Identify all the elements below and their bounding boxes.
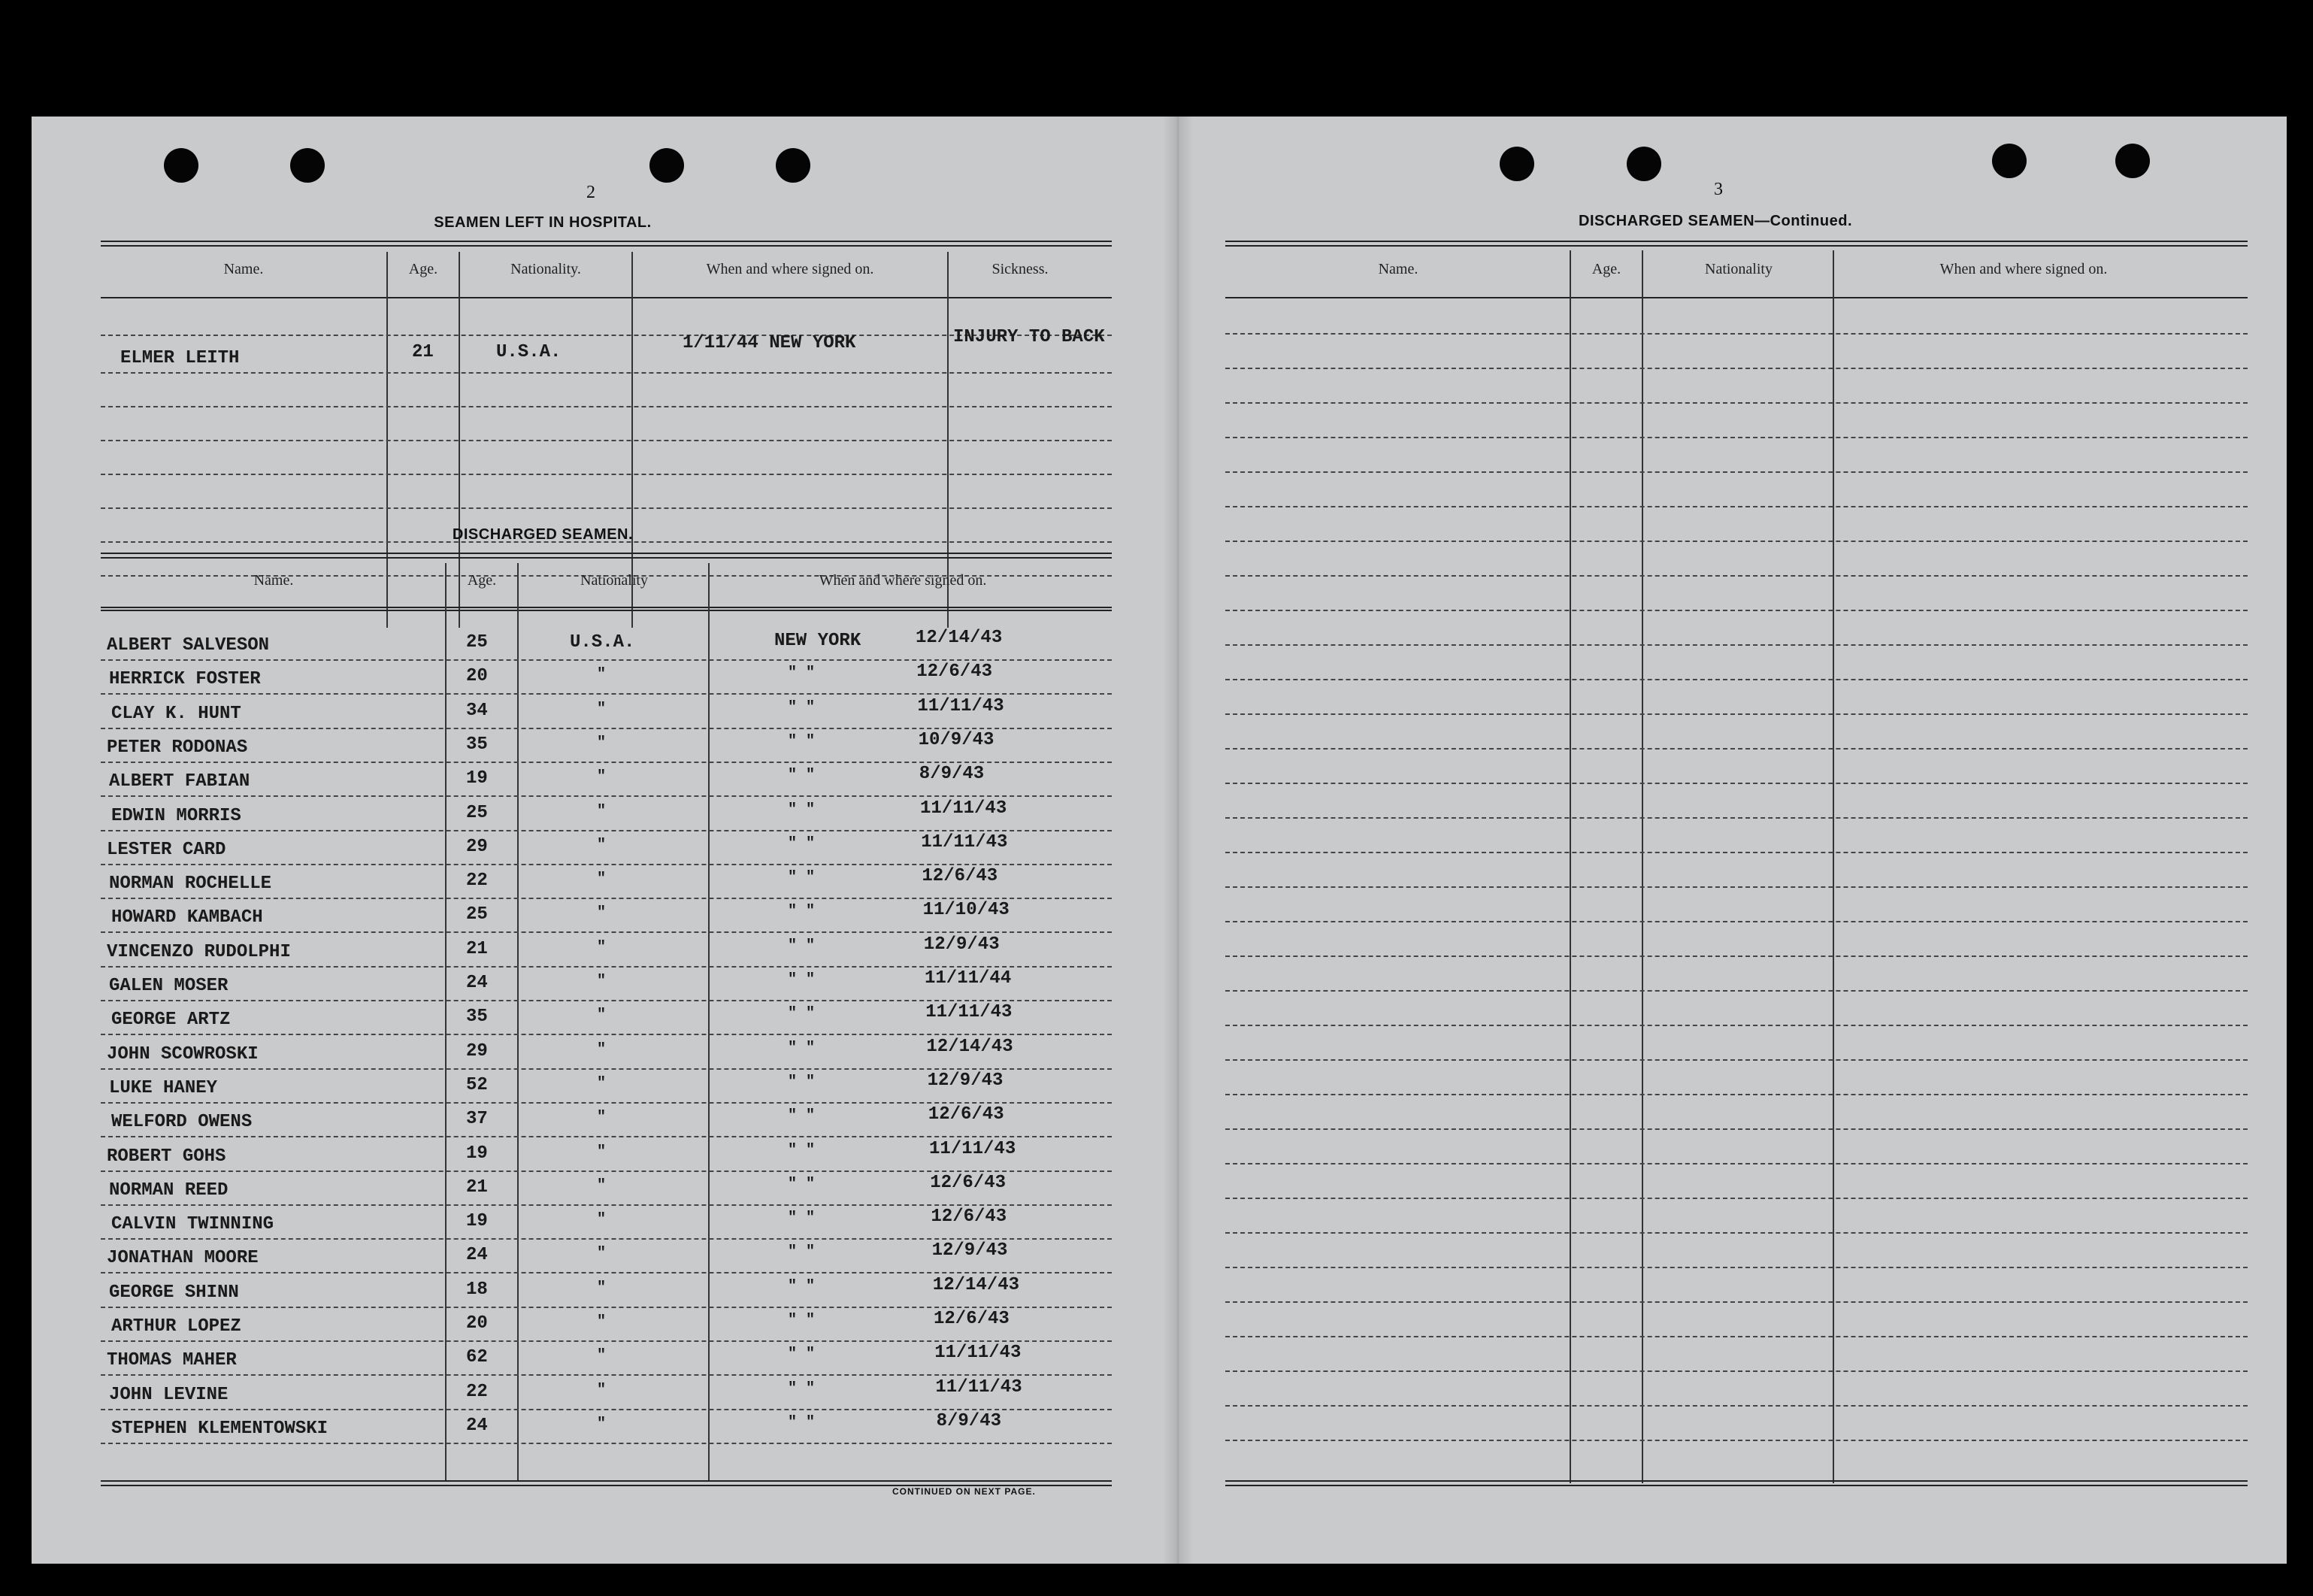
row-line: [101, 931, 1112, 933]
seaman-signed-date: 12/6/43: [922, 866, 998, 887]
row-line: [1225, 783, 2248, 784]
seaman-signed-date: 12/6/43: [916, 662, 993, 683]
row-line: [1225, 1336, 2248, 1337]
seaman-age: 25: [466, 802, 488, 823]
seaman-age: 20: [466, 666, 488, 687]
rule: [101, 1480, 1112, 1482]
seaman-signed-place: " ": [788, 1141, 816, 1159]
seaman-name: THOMAS MAHER: [107, 1350, 237, 1371]
seaman-name: HERRICK FOSTER: [109, 669, 261, 690]
seaman-age: 19: [466, 768, 488, 789]
seaman-signed-date: 8/9/43: [936, 1410, 1002, 1431]
seaman-signed-date: 11/11/43: [917, 695, 1004, 716]
seaman-name: ROBERT GOHS: [107, 1146, 226, 1167]
column-divider: [1570, 250, 1571, 1483]
seaman-nationality: ": [597, 1143, 607, 1161]
seaman-name: GALEN MOSER: [109, 976, 229, 996]
row-line: [101, 1136, 1112, 1137]
seaman-nationality: ": [597, 1177, 607, 1195]
row-line: [101, 966, 1112, 968]
page-number: 3: [1714, 180, 1723, 199]
document-sheet: [32, 117, 2287, 1564]
row-line: [101, 406, 1112, 407]
col-header-nationality: Nationality: [1705, 261, 1773, 277]
col-header-name: Name.: [1378, 261, 1418, 277]
punch-hole: [1627, 147, 1661, 181]
seaman-name: WELFORD OWENS: [111, 1112, 253, 1133]
col-header-age: Age.: [467, 572, 497, 589]
punch-hole: [649, 148, 684, 183]
row-line: [1225, 713, 2248, 715]
seaman-nationality: ": [597, 1245, 607, 1263]
col-header-nationality: Nationality.: [510, 261, 581, 277]
col-header-age: Age.: [1591, 261, 1621, 277]
row-line: [101, 864, 1112, 865]
seaman-nationality: ": [597, 938, 607, 956]
row-line: [1225, 610, 2248, 611]
seaman-signed-place: " ": [788, 1210, 816, 1228]
column-divider: [1642, 250, 1643, 1483]
seaman-signed-place: " ": [788, 1277, 816, 1295]
seaman-name: JOHN SCOWROSKI: [107, 1043, 259, 1065]
hospital-name: ELMER LEITH: [120, 348, 240, 368]
seaman-signed-date: 11/10/43: [922, 900, 1010, 921]
seaman-signed-place: " ": [788, 1413, 816, 1431]
row-line: [1225, 541, 2248, 542]
seaman-signed-date: 11/11/43: [920, 798, 1007, 819]
seaman-age: 21: [466, 1177, 488, 1198]
col-header-sickness: Sickness.: [992, 261, 1049, 277]
row-line: [1225, 1163, 2248, 1164]
seaman-nationality: ": [597, 1381, 607, 1399]
seaman-nationality: ": [597, 768, 607, 786]
seaman-nationality: ": [597, 1313, 607, 1331]
row-line: [101, 474, 1112, 475]
row-line: [1225, 368, 2248, 369]
seaman-name: GEORGE SHINN: [109, 1282, 239, 1303]
rule: [101, 557, 1112, 559]
seaman-age: 18: [466, 1279, 488, 1300]
seaman-nationality: ": [597, 1007, 607, 1025]
seaman-nationality: ": [597, 836, 607, 854]
row-line: [101, 1171, 1112, 1172]
col-header-signed-on: When and where signed on.: [706, 261, 874, 277]
seaman-signed-place: " ": [788, 1107, 816, 1125]
seaman-name: ARTHUR LOPEZ: [111, 1316, 241, 1337]
seaman-nationality: ": [597, 1211, 607, 1229]
row-line: [1225, 1405, 2248, 1407]
seaman-signed-date: 12/14/43: [926, 1036, 1013, 1057]
seaman-nationality: ": [597, 734, 607, 752]
row-line: [1225, 471, 2248, 473]
seaman-nationality: ": [597, 871, 607, 889]
row-line: [1225, 1370, 2248, 1372]
rule: [1225, 1480, 2248, 1482]
seaman-signed-date: 10/9/43: [918, 729, 995, 750]
seaman-nationality: ": [597, 1040, 607, 1058]
seaman-name: ALBERT SALVESON: [107, 635, 270, 656]
rule: [101, 245, 1112, 247]
seaman-signed-date: 11/11/43: [925, 1002, 1013, 1023]
seaman-name: HOWARD KAMBACH: [111, 907, 263, 928]
hospital-nationality: U.S.A.: [496, 342, 562, 362]
seaman-nationality: ": [597, 904, 607, 922]
row-line: [101, 1307, 1112, 1308]
discharged-section-title: DISCHARGED SEAMEN.: [452, 526, 634, 543]
row-line: [1225, 817, 2248, 819]
seaman-name: ALBERT FABIAN: [109, 771, 250, 792]
seaman-name: JOHN LEVINE: [109, 1384, 229, 1405]
seaman-nationality: U.S.A.: [570, 632, 635, 653]
seaman-signed-place: " ": [788, 665, 816, 683]
row-line: [1225, 1025, 2248, 1026]
continued-footer: CONTINUED ON NEXT PAGE.: [892, 1486, 1036, 1497]
hospital-age: 21: [412, 342, 434, 362]
row-line: [1225, 575, 2248, 577]
seaman-name: JONATHAN MOORE: [107, 1248, 259, 1269]
row-line: [101, 762, 1112, 763]
row-line: [1225, 1232, 2248, 1234]
seaman-signed-place: " ": [788, 1005, 816, 1023]
row-line: [101, 898, 1112, 899]
row-line: [101, 795, 1112, 797]
seaman-signed-date: 11/11/43: [935, 1376, 1022, 1398]
seaman-signed-date: 12/9/43: [927, 1070, 1004, 1091]
row-line: [1225, 1094, 2248, 1095]
row-line: [101, 1272, 1112, 1273]
seaman-signed-date: 12/9/43: [923, 934, 1000, 955]
seaman-signed-date: 12/14/43: [916, 628, 1003, 648]
seaman-signed-date: 12/9/43: [931, 1240, 1008, 1261]
row-line: [101, 1068, 1112, 1070]
seaman-age: 29: [466, 1040, 488, 1061]
seaman-age: 20: [466, 1313, 488, 1334]
seaman-name: EDWIN MORRIS: [111, 805, 241, 826]
punch-hole: [1500, 147, 1534, 181]
hospital-section-title: SEAMEN LEFT IN HOSPITAL.: [434, 214, 652, 231]
seaman-signed-place: " ": [788, 1379, 816, 1398]
seaman-nationality: ": [597, 973, 607, 990]
seaman-age: 25: [466, 632, 488, 653]
seaman-age: 21: [466, 938, 488, 959]
seaman-signed-place: " ": [788, 1073, 816, 1091]
discharged-continued-title: DISCHARGED SEAMEN—Continued.: [1579, 213, 1852, 229]
hospital-sickness: INJURY TO BACK: [953, 327, 1105, 347]
seaman-signed-date: 8/9/43: [919, 764, 985, 785]
col-header-name: Name.: [253, 572, 294, 589]
row-line: [1225, 886, 2248, 888]
row-line: [1225, 1059, 2248, 1061]
seaman-nationality: ": [597, 1415, 607, 1433]
seaman-age: 34: [466, 700, 488, 721]
row-line: [101, 1374, 1112, 1376]
rule: [101, 241, 1112, 242]
page-number: 2: [586, 183, 595, 202]
seaman-name: LUKE HANEY: [109, 1077, 218, 1098]
row-line: [1225, 679, 2248, 680]
seaman-signed-place: " ": [788, 1039, 816, 1057]
row-line: [1225, 644, 2248, 646]
seaman-name: STEPHEN KLEMENTOWSKI: [111, 1418, 328, 1439]
seaman-age: 37: [466, 1109, 488, 1130]
punch-hole: [2115, 144, 2150, 178]
row-line: [1225, 1128, 2248, 1130]
rule: [101, 553, 1112, 554]
seaman-signed-place: " ": [788, 834, 816, 853]
seaman-signed-date: 11/11/43: [929, 1138, 1016, 1159]
col-header-signed-on: When and where signed on.: [819, 572, 987, 589]
seaman-signed-place: " ": [788, 801, 816, 819]
row-line: [101, 728, 1112, 729]
rule: [1225, 241, 2248, 242]
seaman-name: CLAY K. HUNT: [111, 703, 241, 724]
seaman-signed-date: 12/14/43: [932, 1274, 1020, 1295]
seaman-signed-place: " ": [788, 767, 816, 785]
seaman-name: GEORGE ARTZ: [111, 1010, 231, 1031]
seaman-nationality: ": [597, 1347, 607, 1365]
row-line: [101, 440, 1112, 441]
seaman-signed-date: 11/11/44: [925, 968, 1012, 989]
seaman-nationality: ": [597, 1074, 607, 1092]
seaman-signed-place: " ": [788, 1175, 816, 1193]
seaman-name: PETER RODONAS: [107, 737, 248, 758]
col-header-nationality: Nationality: [580, 572, 648, 589]
row-line: [101, 693, 1112, 695]
seaman-age: 25: [466, 904, 488, 925]
seaman-signed-place: " ": [788, 698, 816, 716]
seaman-name: VINCENZO RUDOLPHI: [107, 941, 291, 962]
seaman-signed-place: " ": [788, 937, 816, 955]
seaman-age: 22: [466, 1381, 488, 1402]
row-line: [1225, 1301, 2248, 1303]
row-line: [101, 1409, 1112, 1410]
row-line: [1225, 1440, 2248, 1441]
row-line: [101, 1443, 1112, 1444]
seaman-age: 24: [466, 1415, 488, 1436]
seaman-signed-date: 12/6/43: [930, 1172, 1007, 1193]
seaman-name: NORMAN REED: [109, 1180, 229, 1201]
row-line: [1225, 1198, 2248, 1199]
row-line: [101, 507, 1112, 509]
seaman-nationality: ": [597, 802, 607, 820]
seaman-name: LESTER CARD: [107, 839, 226, 860]
seaman-age: 35: [466, 1007, 488, 1028]
seaman-signed-place: " ": [788, 869, 816, 887]
header-rule: [101, 297, 1112, 298]
row-line: [1225, 437, 2248, 438]
punch-hole: [290, 148, 325, 183]
row-line: [101, 1034, 1112, 1035]
seaman-signed-date: 11/11/43: [921, 831, 1008, 853]
seaman-signed-place: NEW YORK: [774, 631, 861, 651]
row-line: [1225, 748, 2248, 750]
seaman-nationality: ": [597, 1109, 607, 1127]
punch-hole: [776, 148, 810, 183]
rule: [101, 610, 1112, 611]
seaman-signed-place: " ": [788, 1243, 816, 1261]
column-divider: [1833, 250, 1834, 1483]
seaman-age: 62: [466, 1347, 488, 1368]
seaman-age: 29: [466, 836, 488, 857]
seaman-signed-place: " ": [788, 903, 816, 921]
row-line: [1225, 333, 2248, 335]
seaman-nationality: ": [597, 1279, 607, 1297]
seaman-signed-place: " ": [788, 732, 816, 750]
row-line: [101, 1238, 1112, 1240]
row-line: [1225, 990, 2248, 992]
row-line: [101, 372, 1112, 374]
column-divider: [445, 563, 447, 1480]
seaman-age: 22: [466, 871, 488, 892]
seaman-age: 19: [466, 1143, 488, 1164]
col-header-signed-on: When and where signed on.: [1939, 261, 2108, 277]
seaman-age: 52: [466, 1074, 488, 1095]
seaman-signed-date: 12/6/43: [934, 1309, 1010, 1329]
header-rule: [1225, 297, 2248, 298]
seaman-nationality: ": [597, 666, 607, 684]
col-header-age: Age.: [408, 261, 438, 277]
row-line: [101, 830, 1112, 831]
row-line: [101, 1000, 1112, 1001]
column-divider: [708, 563, 710, 1480]
header-rule: [101, 607, 1112, 608]
seaman-age: 24: [466, 1245, 488, 1266]
seaman-nationality: ": [597, 700, 607, 718]
seaman-age: 35: [466, 734, 488, 755]
seaman-age: 24: [466, 973, 488, 993]
col-header-name: Name.: [223, 261, 264, 277]
row-line: [101, 1102, 1112, 1104]
row-line: [1225, 1267, 2248, 1268]
row-line: [101, 1340, 1112, 1342]
rule: [1225, 245, 2248, 247]
column-divider: [517, 563, 519, 1480]
row-line: [101, 659, 1112, 661]
seaman-age: 19: [466, 1211, 488, 1232]
seaman-signed-place: " ": [788, 971, 816, 989]
seaman-signed-place: " ": [788, 1346, 816, 1364]
punch-hole: [164, 148, 198, 183]
page-fold: [1163, 117, 1193, 1564]
seaman-signed-date: 12/6/43: [928, 1104, 1004, 1125]
row-line: [1225, 402, 2248, 404]
seaman-signed-date: 12/6/43: [931, 1207, 1007, 1228]
seaman-name: CALVIN TWINNING: [111, 1214, 274, 1235]
row-line: [1225, 506, 2248, 507]
row-line: [1225, 921, 2248, 922]
punch-hole: [1992, 144, 2027, 178]
row-line: [1225, 852, 2248, 853]
seaman-name: NORMAN ROCHELLE: [109, 874, 272, 895]
seaman-signed-place: " ": [788, 1312, 816, 1329]
seaman-signed-date: 11/11/43: [934, 1343, 1022, 1364]
row-line: [101, 1204, 1112, 1206]
rule: [1225, 1485, 2248, 1486]
hospital-signed-on: 1/11/44 NEW YORK: [683, 333, 856, 353]
row-line: [1225, 955, 2248, 957]
